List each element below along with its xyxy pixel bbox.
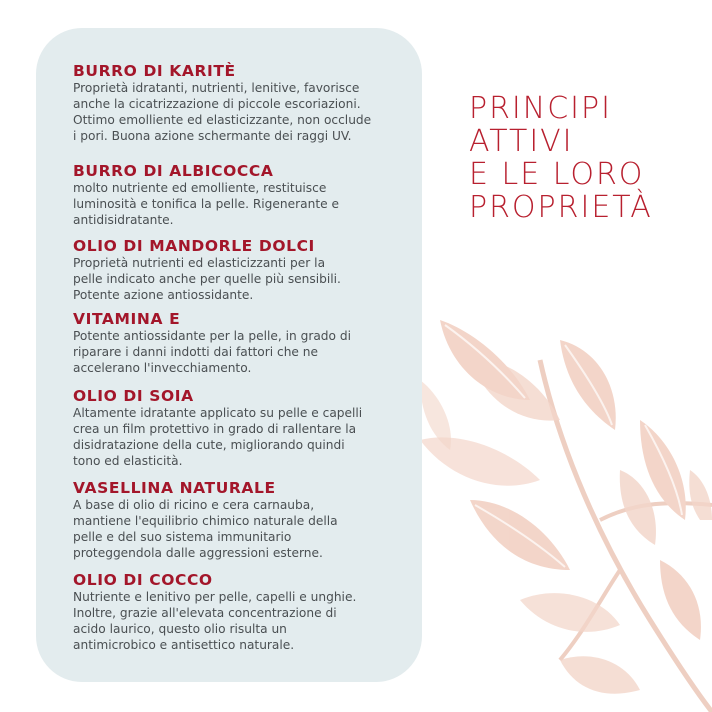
ingredient-title: BURRO DI KARITÈ bbox=[73, 62, 236, 80]
ingredient-description bbox=[73, 328, 418, 376]
description-line: Potente azione antiossidante. bbox=[73, 288, 254, 302]
description-line: Proprietà idratanti, nutrienti, lenitive, favorisce bbox=[73, 81, 360, 95]
ingredient-vitamina-e bbox=[73, 310, 418, 376]
description-line: mantiene l'equilibrio chimico naturale della bbox=[73, 514, 338, 528]
description-line: i pori. Buona azione schermante dei raggi UV. bbox=[73, 129, 352, 143]
heading-line: ATTIVI bbox=[469, 124, 574, 159]
description-line: Proprietà nutrienti ed elasticizzanti per la bbox=[73, 256, 326, 270]
description-line: crea un film protettivo in grado di rallentare la bbox=[73, 422, 357, 436]
description-line: pelle e del suo sistema immunitario bbox=[73, 530, 292, 544]
ingredient-olio-mandorle bbox=[73, 237, 418, 303]
ingredient-title: OLIO DI MANDORLE DOLCI bbox=[73, 237, 315, 255]
ingredient-olio-soia bbox=[73, 387, 418, 469]
ingredient-vasellina-naturale bbox=[73, 479, 418, 561]
ingredient-title: OLIO DI COCCO bbox=[73, 571, 213, 589]
ingredient-olio-cocco bbox=[73, 571, 418, 653]
heading-line: PROPRIETÀ bbox=[469, 190, 653, 225]
description-line: Altamente idratante applicato su pelle e capelli bbox=[73, 406, 363, 420]
heading-line: PRINCIPI bbox=[469, 91, 612, 126]
description-line: disidratazione della cute, migliorando quindi bbox=[73, 438, 345, 452]
description-line: A base di olio di ricino e cera carnauba, bbox=[73, 498, 315, 512]
description-line: acido laurico, questo olio risulta un bbox=[73, 622, 287, 636]
ingredient-title: OLIO DI SOIA bbox=[73, 387, 194, 405]
heading-line: E LE LORO bbox=[469, 157, 645, 192]
description-line: proteggendola dalle aggressioni esterne. bbox=[73, 546, 323, 560]
description-line: Inoltre, grazie all'elevata concentrazione di bbox=[73, 606, 337, 620]
page-heading bbox=[469, 92, 653, 224]
ingredient-burro-albicocca bbox=[73, 162, 418, 228]
description-line: luminosità e tonifica la pelle. Rigenerante e bbox=[73, 197, 339, 211]
ingredient-description bbox=[73, 589, 418, 653]
ingredient-description bbox=[73, 405, 418, 469]
ingredient-title: BURRO DI ALBICOCCA bbox=[73, 162, 274, 180]
description-line: Potente antiossidante per la pelle, in grado di bbox=[73, 329, 351, 343]
ingredient-title: VASELLINA NATURALE bbox=[73, 479, 276, 497]
description-line: tono ed elasticità. bbox=[73, 454, 183, 468]
description-line: accelerano l'invecchiamento. bbox=[73, 361, 252, 375]
ingredient-title: VITAMINA E bbox=[73, 310, 181, 328]
description-line: anche la cicatrizzazione di piccole escoriazioni. bbox=[73, 97, 361, 111]
description-line: antimicrobico e antisettico naturale. bbox=[73, 638, 295, 652]
description-line: antidisidratante. bbox=[73, 213, 174, 227]
ingredient-description bbox=[73, 255, 418, 303]
description-line: pelle indicato anche per quelle più sensibili. bbox=[73, 272, 341, 286]
ingredient-burro-karite bbox=[73, 62, 418, 144]
description-line: molto nutriente ed emolliente, restituisce bbox=[73, 181, 327, 195]
ingredient-description bbox=[73, 497, 418, 561]
ingredient-description bbox=[73, 80, 418, 144]
description-line: Nutriente e lenitivo per pelle, capelli e unghie. bbox=[73, 590, 357, 604]
description-line: riparare i danni indotti dai fattori che ne bbox=[73, 345, 319, 359]
description-line: Ottimo emolliente ed elasticizzante, non occlude bbox=[73, 113, 372, 127]
ingredient-description bbox=[73, 180, 418, 228]
